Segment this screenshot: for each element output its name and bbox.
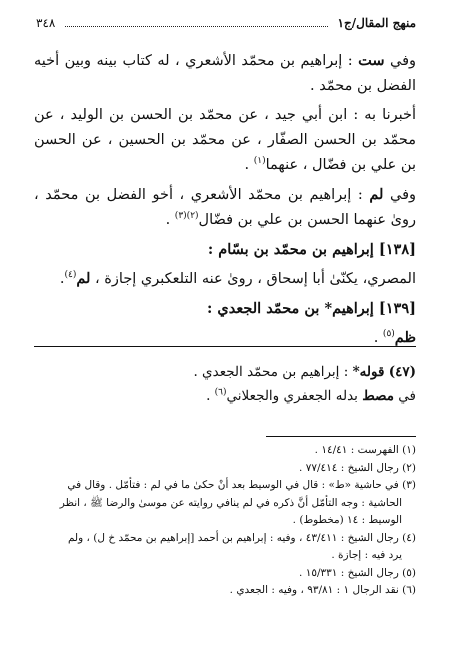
source-code: ظم (394, 329, 416, 346)
paragraph-text: : إبراهيم بن محمّد الأشعري ، له كتاب بينه وبين أخيه الفضل بن محمّد . (34, 53, 416, 94)
paragraph-end: . (373, 330, 379, 346)
note-text: بدله الجعفري والجعلاني (226, 388, 358, 404)
footnote-line: الحاشية : وجه التأمّل أنَّ ذكره في لم ينافي روايته عن موسىٰ والرضا ﷺ ، انظر (59, 496, 402, 509)
commentary-notes (34, 360, 416, 408)
entry-138-heading: [١٣٨] إبراهيم بن محمّد بن بسّام : (207, 241, 416, 258)
paragraph-chain (34, 103, 416, 178)
book-title: منهج المقال/ج١ (337, 16, 416, 30)
paragraph-end: . (244, 157, 250, 173)
page-number: ٣٤٨ (36, 16, 56, 30)
footnote-line: (٢) رجال الشيخ : ٧٧/٤١٤ . (299, 461, 416, 474)
paragraph-end: . (165, 212, 171, 228)
entry-139-heading: [١٣٩] إبراهيم* بن محمّد الجعدي : (206, 300, 416, 317)
footnote-line: يرد فيه : إجازة . (331, 549, 402, 561)
entry-139-text (34, 325, 416, 351)
footnote-divider (266, 436, 416, 437)
footnote-line: (٥) رجال الشيخ : ١٥/٣٣١ . (299, 566, 416, 579)
entry-138-text (34, 266, 416, 292)
footnote-ref: (٦) (214, 387, 227, 398)
footnote-line: (٣) في حاشية «ط» : قال في الوسيط بعد أنْ حكىٰ ما في لم : فتأمّل . وقال في (67, 479, 416, 491)
note-end: . (206, 388, 211, 404)
note-text: : إبراهيم بن محمّد الجعدي . (193, 364, 349, 380)
paragraph-text: المصري، يكنّىٰ أبا إسحاق ، روىٰ عنه التلعكبري إجازة ، (95, 271, 416, 287)
paragraph-text: أخبرنا به : ابن أبي جيد ، عن محمّد بن الحسن بن الوليد ، عن محمّد بن الحسن الصفّار ، عن محمّد بن الحسين ، عن الحسن بن علي بن فضّال ، عنهما (34, 107, 416, 173)
note-number: (٤٧) (388, 364, 416, 380)
source-code: لم (369, 186, 384, 203)
main-text (34, 48, 416, 355)
paragraph-text: : إبراهيم بن محمّد الأشعري ، أخو الفضل بن محمّد ، روىٰ عنهما الحسن بن علي بن فضّال (34, 187, 416, 228)
source-code: ست (358, 52, 385, 69)
note-label: قوله* (352, 364, 385, 380)
footnote-ref: (٤) (64, 270, 77, 281)
note-47 (34, 360, 416, 384)
running-header (36, 12, 416, 34)
footnote-ref: (٥) (382, 329, 395, 340)
source-code: مصط (362, 388, 394, 404)
paragraph-end: . (59, 271, 65, 287)
paragraph-lead: وفي (389, 187, 417, 203)
source-code: لم (76, 270, 91, 287)
footnote-line: (٤) رجال الشيخ : ٤٣/٤١١ ، وفيه : إبراهيم بن أحمد [إبراهيم بن محمّد خ ل) ، ولم (67, 531, 416, 544)
footnote-line: الوسيط : ١٤ (مخطوط) . (292, 514, 402, 526)
footnote-ref: (٢)(٣) (174, 211, 199, 222)
header-dot-leader (65, 26, 327, 27)
paragraph-sit (34, 48, 416, 99)
section-divider (34, 346, 416, 347)
footnote-line: (١) الفهرست : ١٤/٤١ . (314, 444, 416, 456)
footnotes (34, 442, 416, 600)
footnote-line: (٦) نقد الرجال ١ : ٩٣/٨١ ، وفيه : الجعدي . (229, 584, 416, 596)
footnote-ref: (١) (253, 156, 266, 167)
paragraph-lead: وفي (389, 53, 417, 69)
paragraph-lam (34, 182, 416, 233)
note-47-body (34, 384, 416, 408)
note-lead: في (398, 388, 416, 404)
